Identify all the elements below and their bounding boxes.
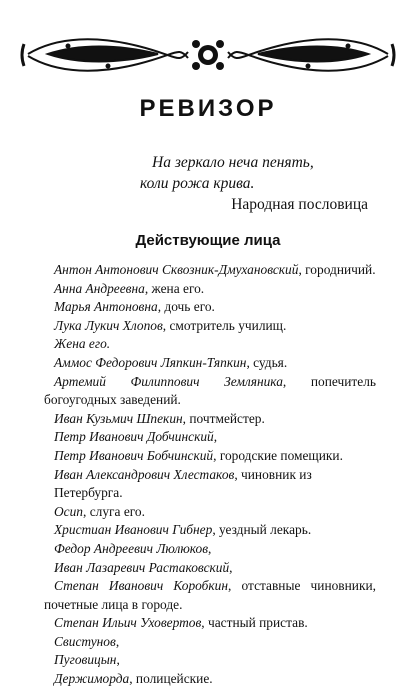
- character-name: Иван Александрович Хлестаков: [54, 466, 235, 482]
- character-role: , дочь его.: [157, 299, 215, 315]
- character-name: Лука Лукич Хлопов: [54, 317, 163, 333]
- cast-entry: [44, 670, 376, 689]
- character-role: , городничий.: [298, 262, 376, 277]
- cast-entry: [44, 410, 376, 429]
- character-name: Степан Иванович Коробкин: [54, 578, 229, 594]
- cast-entry: [44, 354, 376, 373]
- character-name: Степан Ильич Уховертов: [54, 615, 202, 631]
- cast-entry: [44, 335, 376, 354]
- character-role: ,: [208, 540, 212, 556]
- character-name: Жена его.: [54, 336, 111, 352]
- cast-entry: [44, 447, 376, 466]
- cast-entry: [44, 280, 376, 299]
- character-role: , слуга его.: [83, 503, 145, 519]
- cast-entry: [44, 559, 376, 578]
- character-role: , частный пристав.: [201, 615, 308, 631]
- cast-entry: [44, 633, 376, 652]
- character-name: Держиморда: [54, 671, 130, 687]
- cast-entry: [44, 428, 376, 447]
- character-name: Артемий Филиппович Земляника: [54, 373, 283, 389]
- cast-heading: Действующие лица: [135, 232, 281, 249]
- cast-entry: [44, 298, 376, 317]
- character-role: , полицейские.: [129, 671, 213, 687]
- character-role: , отставные чиновники, почетные лица в городе.: [44, 578, 376, 612]
- character-name: Федор Андреевич Люлюков: [54, 540, 209, 556]
- cast-entry: [44, 373, 376, 410]
- character-role: , жена его.: [144, 280, 205, 296]
- epigraph-line-1: На зеркало неча пенять,: [152, 154, 314, 171]
- character-name: Христиан Иванович Гибнер: [54, 522, 213, 538]
- character-name: Пуговицын: [54, 652, 117, 668]
- floral-ornament-icon: [18, 34, 398, 76]
- cast-entry: [44, 651, 376, 670]
- cast-entry: [44, 261, 376, 280]
- cast-list: [44, 261, 376, 689]
- character-role: , уездный лекарь.: [212, 522, 312, 538]
- character-name: Антон Антонович Сквозник-Дмухановский: [54, 262, 299, 277]
- cast-entry: [44, 540, 376, 559]
- cast-entry: [44, 466, 376, 503]
- cast-entry: [44, 577, 376, 614]
- character-name: Иван Кузьмич Шпекин: [54, 410, 183, 426]
- cast-entry: [44, 521, 376, 540]
- character-role: , чиновник из Петербурга.: [54, 466, 312, 501]
- cast-entry: [44, 317, 376, 336]
- character-role: , попечитель богоугодных заведений.: [44, 373, 376, 408]
- character-role: , почтмейстер.: [182, 410, 265, 426]
- cast-entry: [44, 614, 376, 633]
- character-role: ,: [213, 429, 218, 445]
- character-name: Анна Андреевна: [54, 280, 145, 296]
- character-name: Аммос Федорович Ляпкин-Тяпкин: [54, 354, 247, 370]
- character-role: ,: [115, 633, 120, 649]
- character-name: Марья Антоновна: [54, 299, 158, 315]
- character-role: ,: [116, 652, 120, 668]
- play-title: РЕВИЗОР: [139, 95, 277, 122]
- character-role: , смотритель училищ.: [162, 317, 287, 333]
- character-name: Петр Иванович Добчинский: [54, 429, 214, 445]
- character-role: , городские помещики.: [213, 447, 343, 463]
- epigraph: [128, 152, 368, 215]
- character-name: Осип: [54, 503, 84, 519]
- epigraph-attribution: Народная пословица: [231, 196, 368, 213]
- character-name: Иван Лазаревич Растаковский: [54, 559, 230, 575]
- character-name: Свистунов: [54, 633, 116, 649]
- character-role: , судья.: [246, 354, 288, 370]
- character-name: Петр Иванович Бобчинский: [54, 447, 214, 463]
- character-role: ,: [229, 559, 233, 575]
- cast-entry: [44, 503, 376, 522]
- epigraph-line-2: коли рожа крива.: [140, 175, 255, 192]
